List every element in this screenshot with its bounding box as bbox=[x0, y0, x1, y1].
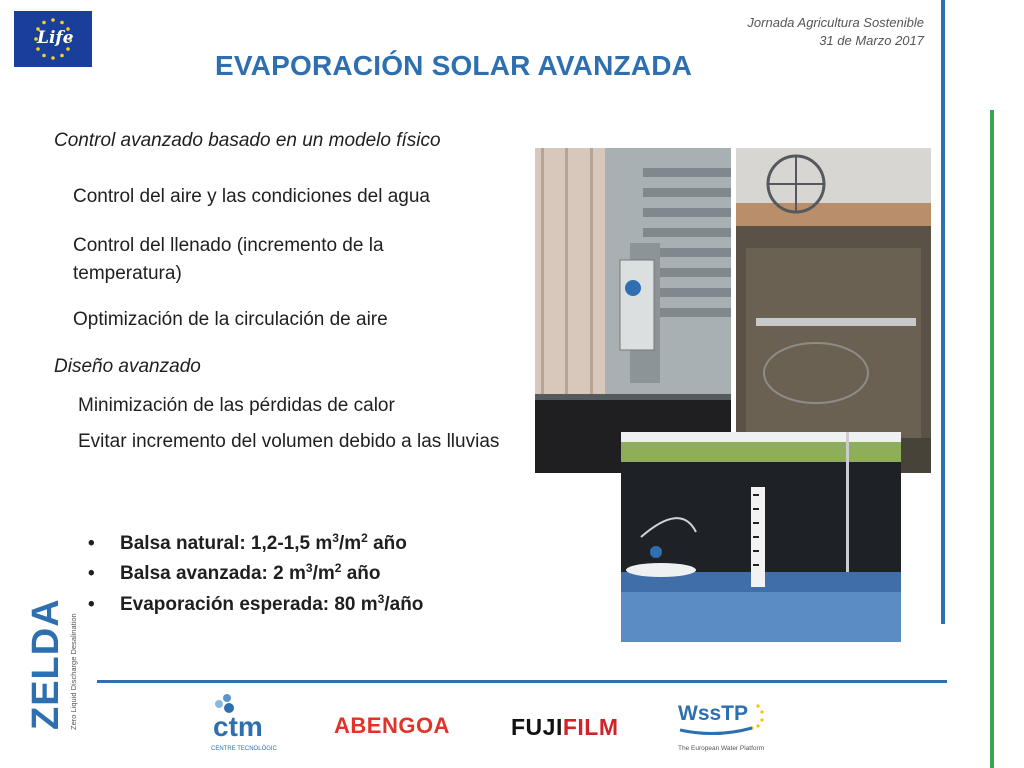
zelda-wordmark: ZELDA bbox=[25, 598, 67, 730]
list-item: Control del aire y las condiciones del agua bbox=[73, 186, 430, 207]
event-name: Jornada Agricultura Sostenible bbox=[747, 15, 924, 30]
ctm-logo bbox=[205, 692, 285, 758]
abengoa-logo: ABENGOA bbox=[334, 713, 450, 738]
zelda-logo bbox=[22, 592, 92, 732]
bullet-marker: • bbox=[88, 594, 95, 615]
fujifilm-logo: FUJIFILM bbox=[511, 714, 619, 740]
vertical-rule-green bbox=[990, 110, 994, 768]
slide-title: EVAPORACIÓN SOLAR AVANZADA bbox=[215, 50, 693, 81]
eu-life-logo bbox=[14, 11, 92, 67]
wsstp-logo bbox=[676, 692, 771, 758]
section-heading-control: Control avanzado basado en un modelo físico bbox=[54, 130, 441, 151]
photo-basin-gauge bbox=[621, 432, 901, 642]
bullet-balsa-avanzada: • Balsa avanzada: 2 $m^3/m^2$ año bbox=[88, 559, 381, 589]
event-date: 31 de Marzo 2017 bbox=[819, 33, 924, 48]
bottom-rule bbox=[97, 680, 947, 683]
wsstp-subtitle: The European Water Platform bbox=[678, 745, 765, 752]
ctm-wordmark: ctm bbox=[213, 711, 263, 742]
event-info bbox=[747, 14, 924, 50]
bullet-marker: • bbox=[88, 533, 95, 554]
bullet-marker: • bbox=[88, 563, 95, 584]
photo-air-vent-sensor bbox=[535, 148, 731, 473]
list-item: Evitar incremento del volumen debido a las lluvias bbox=[78, 431, 500, 452]
list-item: Control del llenado (incremento de la temperatura) bbox=[73, 235, 384, 284]
section-heading-design: Diseño avanzado bbox=[54, 356, 201, 377]
vertical-rule-blue bbox=[941, 0, 945, 624]
list-item: Minimización de las pérdidas de calor bbox=[78, 395, 395, 416]
bullet-evaporacion-esperada: • Evaporación esperada: 80 $m^3$/año bbox=[88, 590, 423, 620]
list-item: Optimización de la circulación de aire bbox=[73, 309, 388, 330]
zelda-tagline: Zero Liquid Discharge Desalination bbox=[69, 613, 78, 730]
photo-fan-basin bbox=[736, 148, 931, 473]
wsstp-wordmark: WssTP bbox=[678, 702, 749, 725]
life-wordmark: Life bbox=[37, 28, 74, 48]
bullet-balsa-natural: • Balsa natural: 1,2-1,5 $m^3/m^2$ año bbox=[88, 529, 407, 559]
ctm-subtitle: CENTRE TECNOLÒGIC bbox=[211, 746, 277, 752]
